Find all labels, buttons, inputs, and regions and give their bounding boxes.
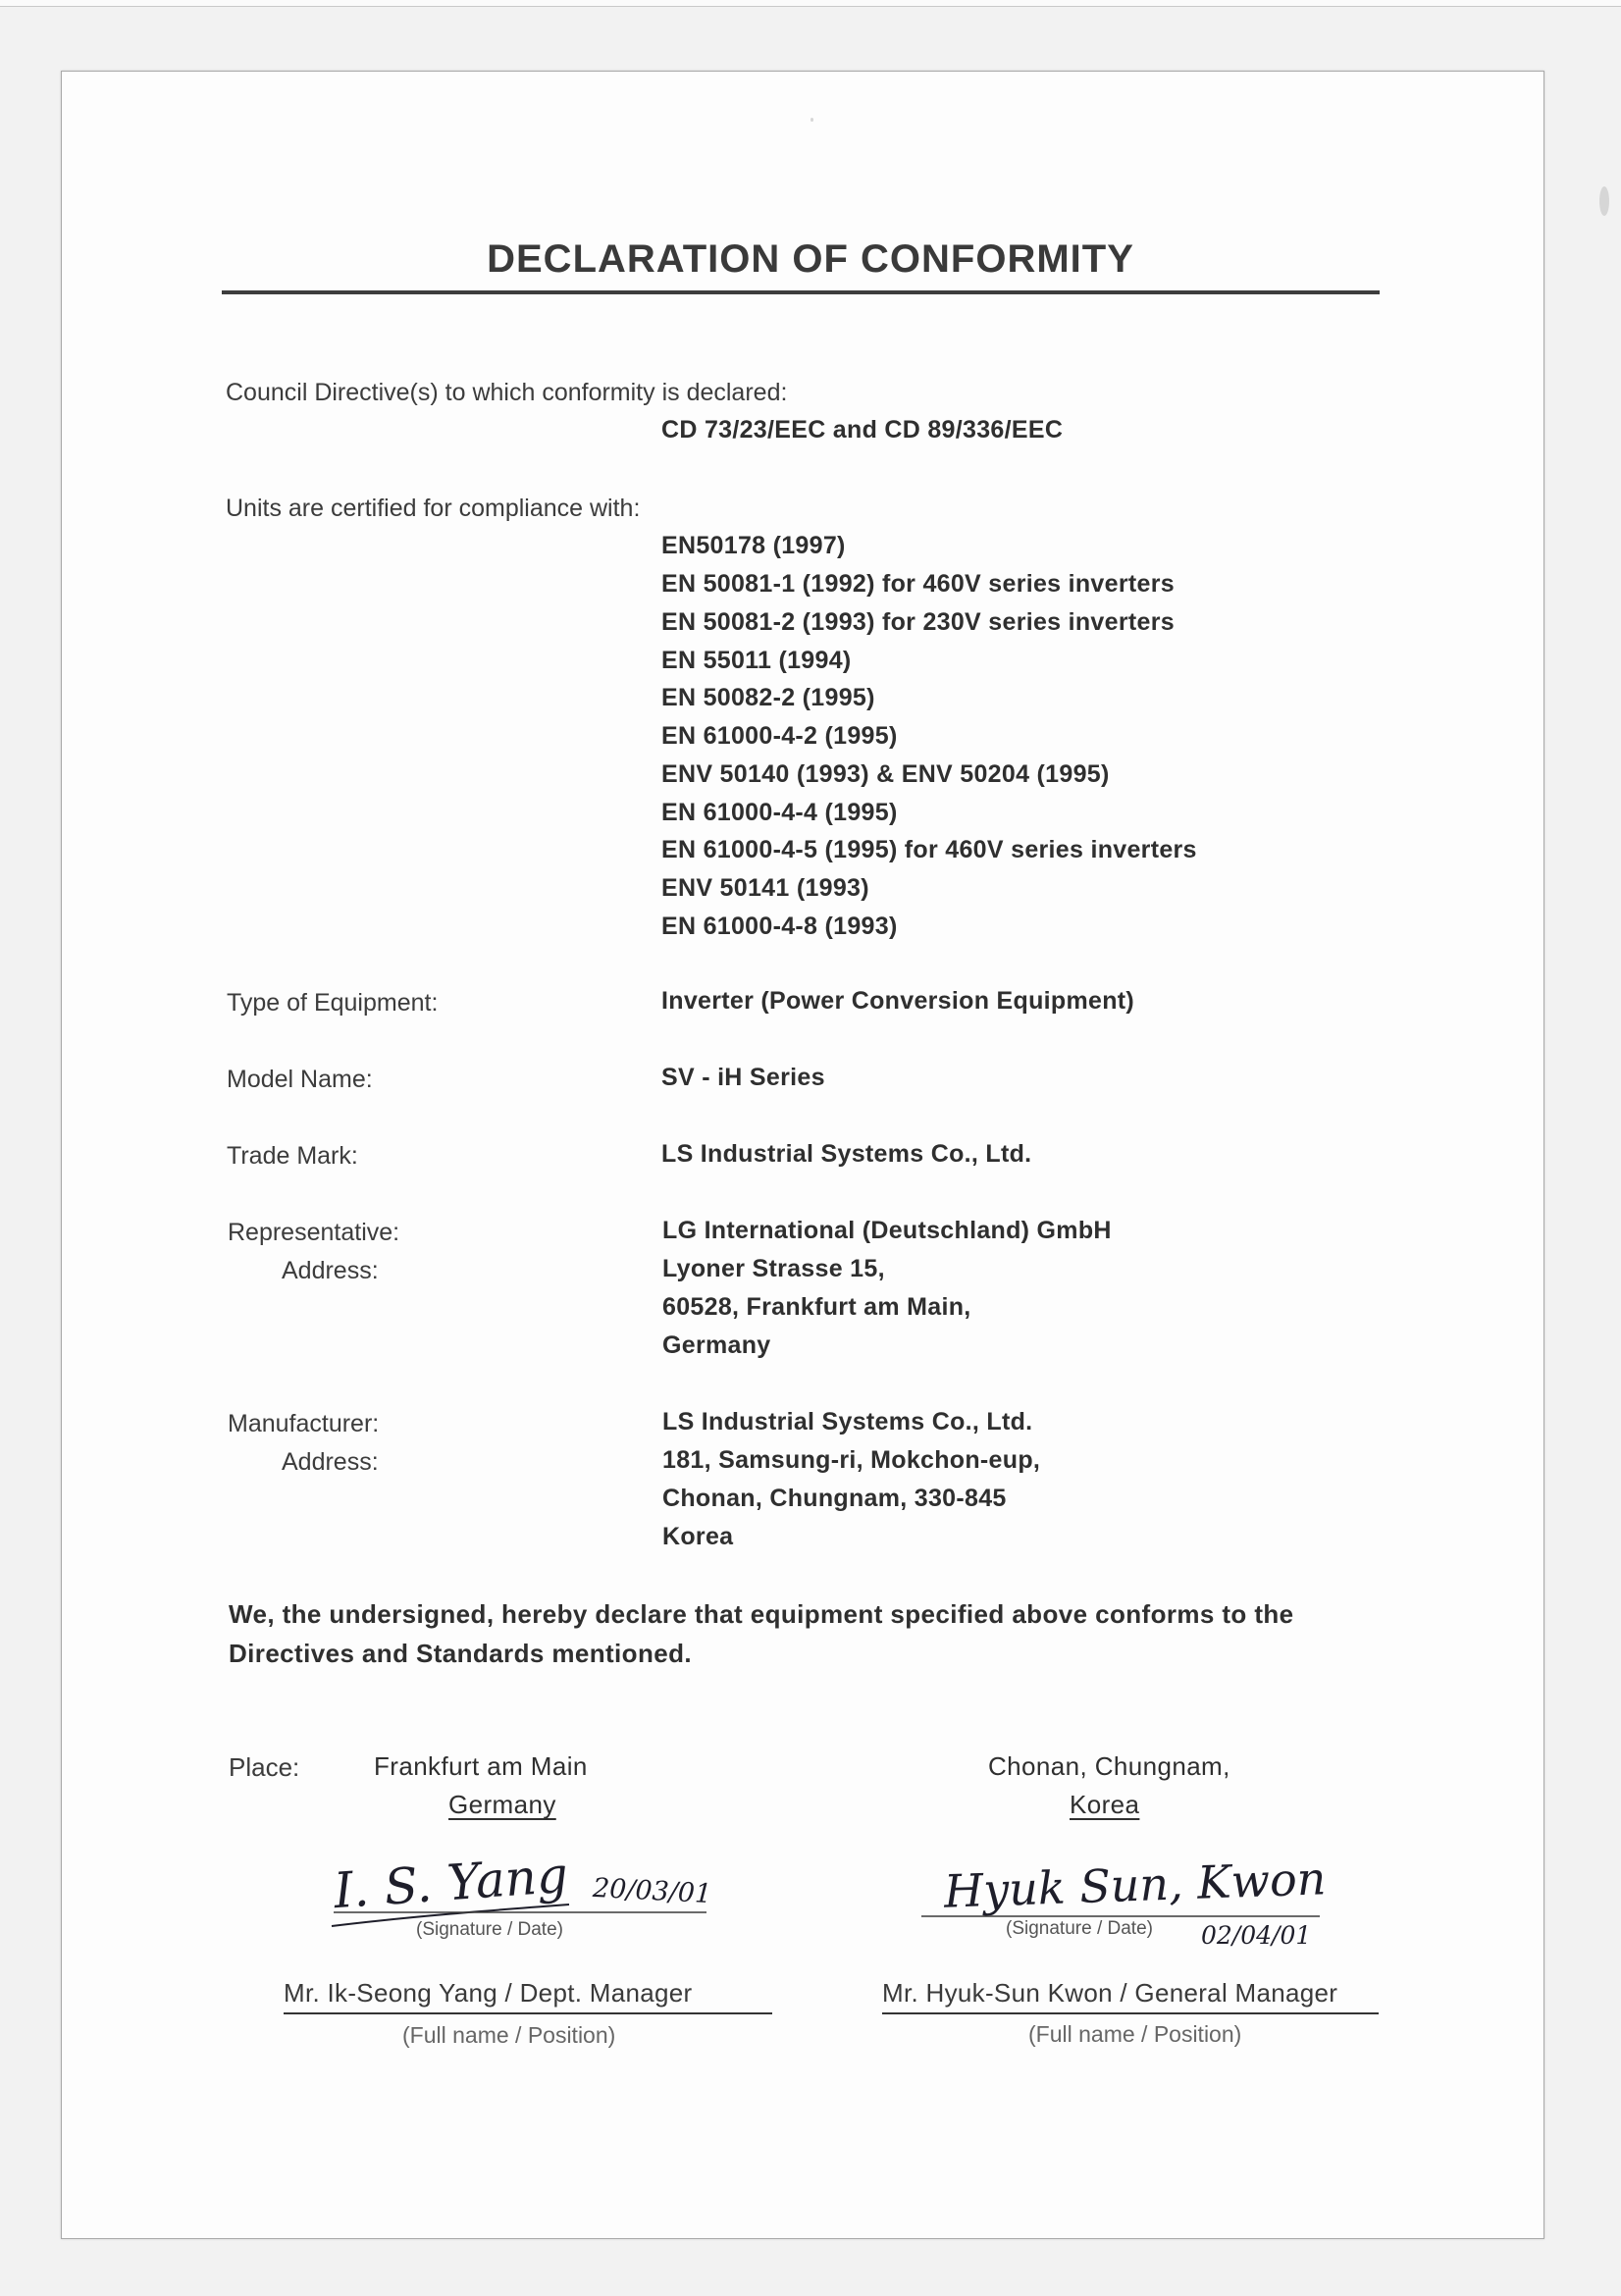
right-place-city: Chonan, Chungnam, [988,1751,1230,1781]
manufacturer-label: Manufacturer: [228,1410,380,1437]
right-place-country: Korea [1070,1790,1140,1819]
standard-item: EN 50081-2 (1993) for 230V series inverters [661,608,1175,636]
left-signer-name: Mr. Ik-Seong Yang / Dept. Manager [284,1978,693,2008]
right-signature-caption: (Signature / Date) [1006,1918,1153,1939]
right-signer-name: Mr. Hyuk-Sun Kwon / General Manager [882,1978,1338,2008]
standard-item: EN 55011 (1994) [661,647,852,674]
manufacturer-line: LS Industrial Systems Co., Ltd. [662,1408,1033,1435]
standard-item: EN 61000-4-8 (1993) [661,913,898,940]
compliance-label: Units are certified for compliance with: [226,495,641,522]
standard-item: EN 61000-4-5 (1995) for 460V series inverters [661,836,1197,863]
left-signature-caption: (Signature / Date) [416,1919,563,1940]
right-signature: Hyuk Sun, Kwon [943,1852,1328,1918]
standard-item: EN50178 (1997) [661,532,846,559]
trademark-value: LS Industrial Systems Co., Ltd. [661,1140,1032,1168]
representative-address-label: Address: [282,1257,379,1284]
declaration-line-2: Directives and Standards mentioned. [229,1639,693,1668]
equipment-label: Type of Equipment: [227,989,439,1017]
declaration-line-1: We, the undersigned, hereby declare that equipment specified above conforms to the [229,1599,1294,1629]
right-name-underline [882,2012,1379,2014]
manufacturer-line: 181, Samsung-ri, Mokchon-eup, [662,1446,1041,1474]
standard-item: EN 50081-1 (1992) for 460V series inverters [661,570,1175,598]
right-signature-date: 02/04/01 [1201,1921,1312,1950]
directive-label: Council Directive(s) to which conformity is declared: [226,379,788,406]
equipment-value: Inverter (Power Conversion Equipment) [661,987,1135,1015]
representative-label: Representative: [228,1219,400,1246]
standard-item: ENV 50140 (1993) & ENV 50204 (1995) [661,760,1110,788]
trademark-label: Trade Mark: [227,1142,358,1170]
manufacturer-address-label: Address: [282,1448,379,1476]
scan-top-edge [0,0,1621,7]
left-signature-date: 20/03/01 [592,1872,712,1910]
page-title: DECLARATION OF CONFORMITY [487,237,1134,281]
left-signature: I. S. Yang [332,1846,570,1920]
place-label: Place: [229,1752,300,1782]
left-name-underline [284,2012,772,2014]
right-fullname-caption: (Full name / Position) [1028,2021,1242,2047]
representative-line: LG International (Deutschland) GmbH [662,1217,1112,1244]
representative-line: 60528, Frankfurt am Main, [662,1293,971,1321]
manufacturer-line: Chonan, Chungnam, 330-845 [662,1485,1007,1512]
scan-speck [1599,186,1609,216]
representative-line: Lyoner Strasse 15, [662,1255,885,1282]
representative-line: Germany [662,1331,771,1359]
model-label: Model Name: [227,1066,373,1093]
left-place-country: Germany [448,1790,556,1819]
scan-speck [810,118,813,122]
standard-item: EN 61000-4-4 (1995) [661,799,898,826]
standard-item: EN 61000-4-2 (1995) [661,722,898,750]
manufacturer-line: Korea [662,1523,734,1550]
standard-item: ENV 50141 (1993) [661,874,869,902]
left-fullname-caption: (Full name / Position) [402,2022,616,2048]
standard-item: EN 50082-2 (1995) [661,684,875,711]
model-value: SV - iH Series [661,1064,825,1091]
title-underline [222,290,1380,294]
directive-value: CD 73/23/EEC and CD 89/336/EEC [661,416,1064,444]
left-place-city: Frankfurt am Main [374,1751,588,1781]
